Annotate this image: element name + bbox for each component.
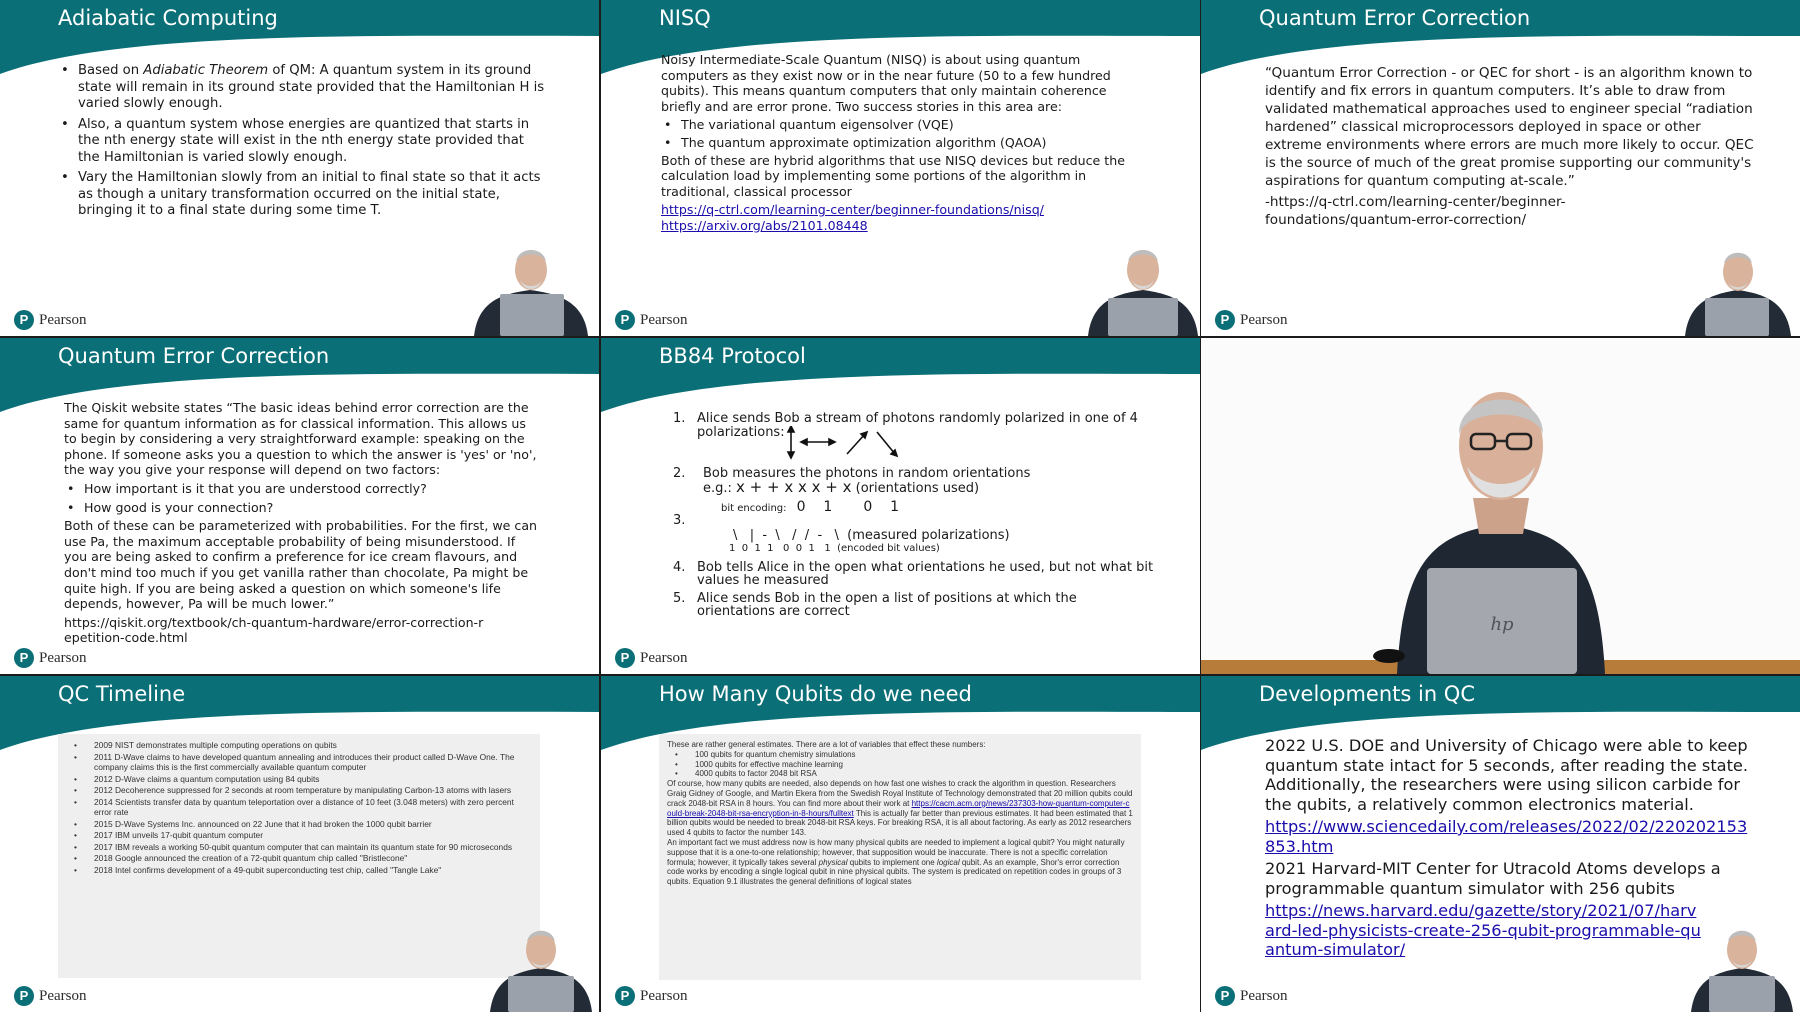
pearson-logo: P Pearson — [14, 986, 87, 1006]
nisq-link[interactable]: https://q-ctrl.com/learning-center/beginner-foundations/nisq/ — [661, 202, 1044, 218]
pearson-logo: P Pearson — [615, 986, 688, 1006]
presenter-webcam — [1201, 338, 1800, 674]
bullet: • The quantum approximate optimization algorithm (QAOA) — [661, 135, 1130, 151]
timeline-item: • 2012 D-Wave claims a quantum computation using 84 qubits — [66, 774, 532, 785]
harvard-link[interactable]: https://news.harvard.edu/gazette/story/2021/07/harvard-led-physicists-create-256-qubit-programmable-quantum-simulator/ — [1265, 901, 1701, 959]
slide-bb84-protocol[interactable] — [601, 338, 1200, 674]
slide-body: 2022 U.S. DOE and University of Chicago were able to keep quantum state intact for 5 seconds, after reading the state. Additionally, the researchers were using silicon carbide for the qubits, a relatively common electronics material. https://www.sciencedaily.com/releases/2022/02/220202153853.htm 2021 Harvard-MIT Center for Utracold Atoms develops a programmable quantum simulator with 256 qubits https://news.harvard.edu/gazette/story/2021/07/harvard-led-physicists-create-256-qubit-programmable-quantum-simulator/ — [1265, 736, 1749, 959]
svg-text:hp: hp — [1490, 614, 1514, 635]
timeline-screenshot — [58, 734, 540, 978]
slide-body: The Qiskit website states “The basic ideas behind error correction are the same for quantum information as for classical information. This allows us to begin by considering a very straightforward example: speaking on the phone. If someone asks you a question to which the answer is 'yes' or 'no', the way you give your response will depend on two factors: • How important is it that you are understood correctly? • How good is your connection? Both of these can be parameterized with probabilities. For the first, we can use Pa, the maximum acceptable probability of being misunderstood. If you are being asked to confirm a preference for ice cream flavours, and don't mind too much if you get vanilla rather than chocolate, Pa might be quite high. If you are being asked a question on which someone's life depends, however, Pa will be much lower.” https://qiskit.org/textbook/ch-quantum-hardware/error-correction-repetition-code.html — [64, 400, 539, 649]
arxiv-link[interactable]: https://arxiv.org/abs/2101.08448 — [661, 217, 868, 233]
presenter-thumbnail — [470, 222, 592, 336]
presenter-thumbnail — [1683, 222, 1793, 336]
pearson-logo: P Pearson — [14, 310, 87, 330]
slide-title: NISQ — [659, 6, 711, 30]
timeline-list — [66, 740, 532, 875]
bullet: • Based on Adiabatic Theorem of QM: A quantum system in its ground state will remain in its ground state provided that the Hamiltonian H is varied slowly enough. — [58, 63, 549, 113]
pearson-logo: P Pearson — [1215, 310, 1288, 330]
pearson-logo: P Pearson — [615, 648, 688, 668]
presenter-thumbnail — [1086, 222, 1200, 336]
slide-title: How Many Qubits do we need — [659, 682, 972, 706]
polarization-arrows-icon — [785, 426, 905, 460]
qubits-screenshot: These are rather general estimates. There are a lot of variables that effect these numbers: • 100 qubits for quantum chemistry simulations • 1000 qubits for effective machine learning • 4000 qubits to factor 2048 bit RSA Of course, how many qubits are needed, also depends on how fast one wishes to crack the algorithm in question. Researchers Graig Gidney of Google, and Martin Ekera from the Swedish Royal Institute of Technology demonstrated that 20 million qubits could crack 2048-bit RSA in 8 hours. You can find more about their work at https://cacm.acm.org/news/237303-how-quantum-computer-could-break-2048-bit-rsa-encryption-in-8-hours/fulltext This is actually far better than previous estimates. It had been estimated that 1 billion qubits would be needed to break 2048-bit RSA keys. For breaking RSA, it is all about factoring. As early as 2012 researchers used 4 qubits to factor the number 143. An important fact we must address now is how many physical qubits are needed to implement a logical qubit? You might naturally suppose that it is a one-to-one relationship; however, that supposition would be inaccurate. There is not a specific correlation formula; however, it typically takes several physical qubits to implement one logical qubit. As an example, Shor's error correction code works by encoding a single logical qubit in nine physical qubits. The system is predicated on repetition codes in groups of 3 qubits. Equation 9.1 illustrates the general definitions of logical states — [659, 734, 1141, 980]
slide-quantum-error-correction-1[interactable] — [1201, 0, 1800, 336]
slide-body: 1. Alice sends Bob a stream of photons randomly polarized in one of 4 polarizations: 2. Bob measures the photons in random orientations e.g.: x + + x x x + x (orientations used) bit encoding: 0 1 0 1 3. \ | - \ / / - \ (measured polarizations) 1 0 1 1 0 0 1 1 (encoded bit values) 4. Bob tells Alice in the open what orientations he used, but not what bit values he measured 5. Alice sends Bob in the open a list of positions at which the orientations are correct — [673, 411, 1154, 619]
slide-how-many-qubits[interactable] — [601, 676, 1200, 1012]
presenter-thumbnail — [1689, 904, 1795, 1012]
slide-body: “Quantum Error Correction - or QEC for short - is an algorithm known to identify and fix errors in quantum computers. It’s able to draw from validated mathematical approaches used to engineer special “radiation hardened” classical microprocessors deployed in space or other extreme environments where errors are much more likely to occur. QEC is the source of much of the great promise supporting our community's aspirations for quantum computing at-scale.” -https://q-ctrl.com/learning-center/beginner-foundations/quantum-error-correction/ — [1265, 65, 1754, 228]
presenter-thumbnail — [488, 904, 594, 1012]
slide-title: Developments in QC — [1259, 682, 1475, 706]
slide-title: BB84 Protocol — [659, 344, 806, 368]
slide-adiabatic-computing[interactable] — [0, 0, 599, 336]
slide-nisq[interactable] — [601, 0, 1200, 336]
timeline-item: • 2011 D-Wave claims to have developed quantum annealing and introduces their product called D-Wave One. The company claims this is the first commercially available quantum computer — [66, 752, 532, 773]
bullet: • How important is it that you are understood correctly? — [64, 481, 539, 497]
timeline-item: • 2009 NIST demonstrates multiple computing operations on qubits — [66, 740, 532, 751]
timeline-item: • 2017 IBM unveils 17-qubit quantum computer — [66, 830, 532, 841]
sciencedaily-link[interactable]: https://www.sciencedaily.com/releases/2022/02/220202153853.htm — [1265, 817, 1748, 856]
slide-title: Quantum Error Correction — [1259, 6, 1531, 30]
timeline-item: • 2018 Intel confirms development of a 49-qubit superconducting test chip, called "Tangle Lake" — [66, 865, 532, 876]
pearson-logo: P Pearson — [14, 648, 87, 668]
timeline-item: • 2017 IBM reveals a working 50-qubit quantum computer that can maintain its quantum state for 90 microseconds — [66, 842, 532, 853]
timeline-item: • 2014 Scientists transfer data by quantum teleportation over a distance of 10 feet (3.048 meters) with zero percent error rate — [66, 797, 532, 818]
presenter-video — [1201, 338, 1800, 674]
slide-title: Quantum Error Correction — [58, 344, 330, 368]
slide-qc-timeline[interactable] — [0, 676, 599, 1012]
timeline-item: • 2018 Google announced the creation of a 72-qubit quantum chip called "Bristlecone" — [66, 853, 532, 864]
slide-title: Adiabatic Computing — [58, 6, 278, 30]
slide-quantum-error-correction-2[interactable] — [0, 338, 599, 674]
slide-developments-in-qc[interactable] — [1201, 676, 1800, 1012]
pearson-logo: P Pearson — [615, 310, 688, 330]
slide-title: QC Timeline — [58, 682, 186, 706]
bullet: • Also, a quantum system whose energies are quantized that starts in the nth energy state will exist in the nth energy state provided that the Hamiltonian is varied slowly enough. — [58, 117, 549, 167]
bullet: • How good is your connection? — [64, 500, 539, 516]
bullet: • Vary the Hamiltonian slowly from an initial to final state so that it acts as though a unitary transformation occurred on the initial state, bringing it to a final state during some time T. — [58, 170, 549, 220]
bullet: • The variational quantum eigensolver (VQE) — [661, 117, 1130, 133]
cacm-link[interactable]: https://cacm.acm.org/news/237303-how-quantum-computer-could-break-2048-bit-rsa-encryption-in-8-hours/fulltext — [667, 798, 1130, 818]
pearson-logo: P Pearson — [1215, 986, 1288, 1006]
timeline-item: • 2012 Decoherence suppressed for 2 seconds at room temperature by manipulating Carbon-13 atoms with lasers — [66, 785, 532, 796]
slide-body: Noisy Intermediate-Scale Quantum (NISQ) is about using quantum computers as they exist now or in the near future (50 to a few hundred qubits). This means quantum computers that only maintain coherence briefly and are error prone. Two success stories in this area are: • The variational quantum eigensolver (VQE) • The quantum approximate optimization algorithm (QAOA) Both of these are hybrid algorithms that use NISQ devices but reduce the calculation load by implementing some portions of the algorithm in traditional, classical processor https://q-ctrl.com/learning-center/beginner-foundations/nisq/ https://arxiv.org/abs/2101.08448 — [661, 52, 1130, 237]
slide-body — [58, 63, 549, 224]
timeline-item: • 2015 D-Wave Systems Inc. announced on 22 June that it had broken the 1000 qubit barrier — [66, 819, 532, 830]
